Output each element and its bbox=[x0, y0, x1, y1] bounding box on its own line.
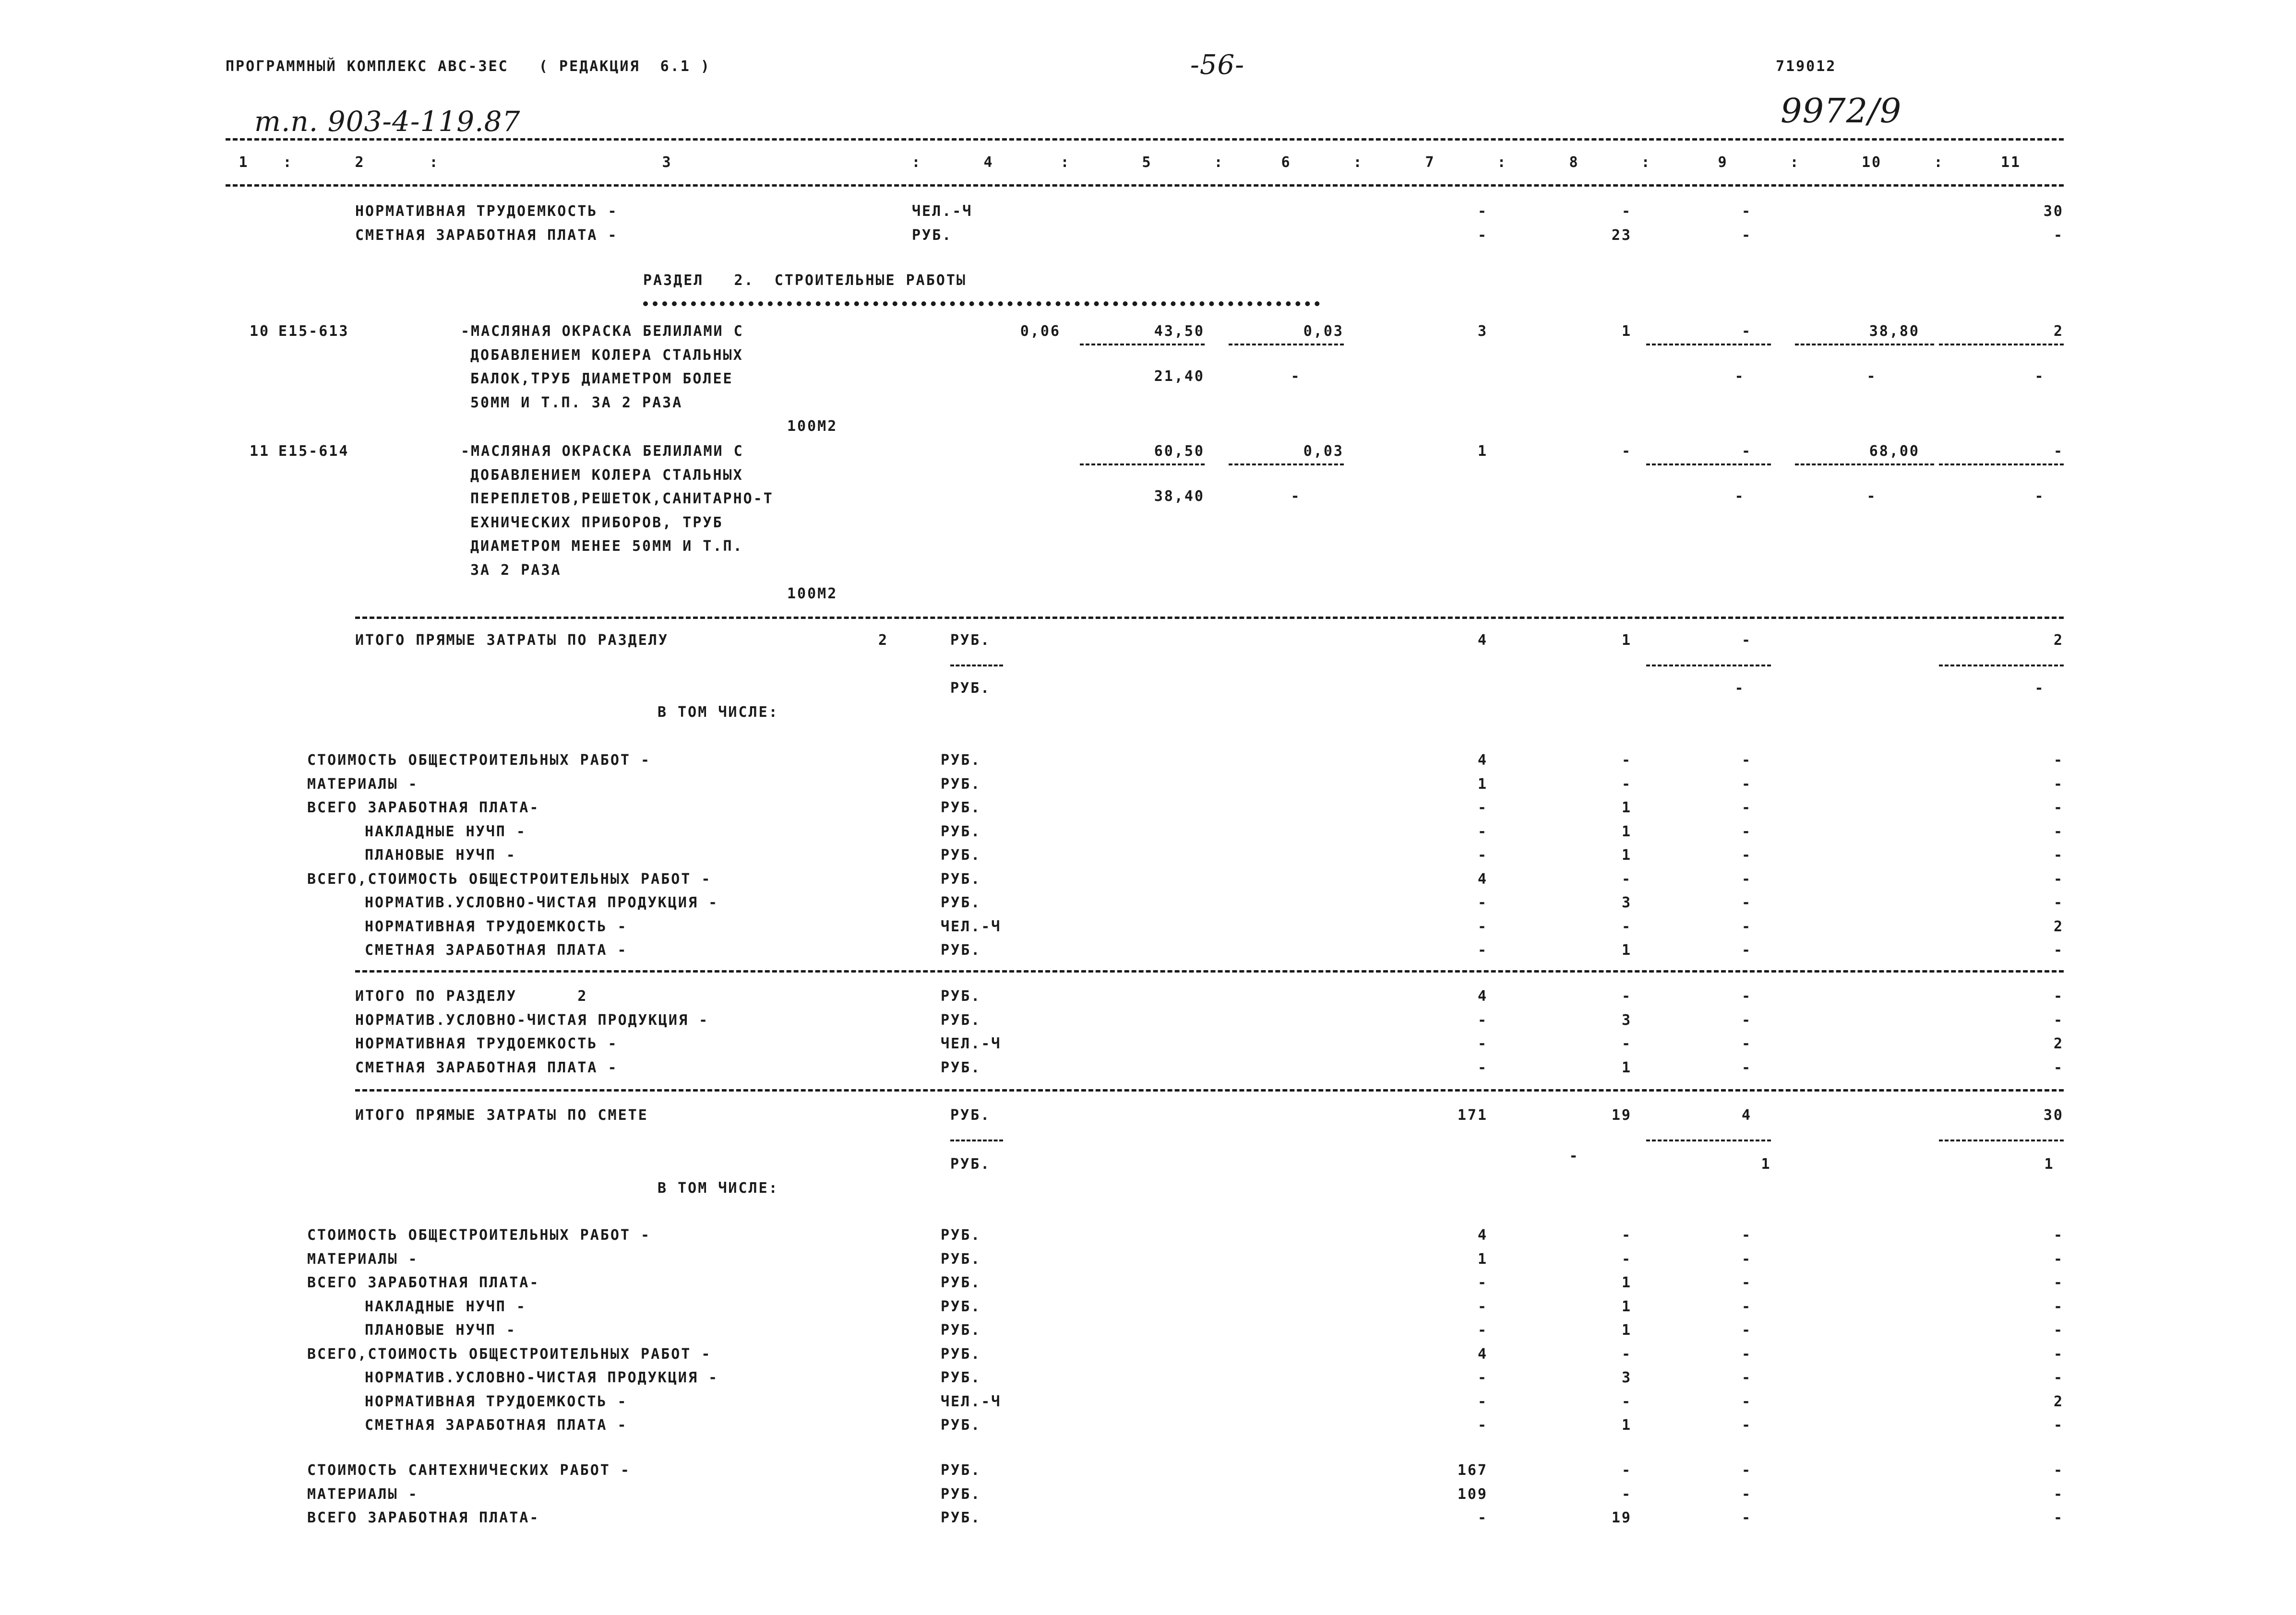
item-description-line: -МАСЛЯНАЯ ОКРАСКА БЕЛИЛАМИ С bbox=[461, 443, 744, 460]
item-c10-sub: - bbox=[1866, 368, 1877, 385]
row-label: НОРМАТИВ.УСЛОВНО-ЧИСТАЯ ПРОДУКЦИЯ - bbox=[365, 894, 719, 911]
row-unit: РУБ. bbox=[941, 1462, 981, 1479]
value-c9: - bbox=[1741, 632, 1752, 649]
value-c9: - bbox=[1741, 1059, 1752, 1076]
item-c9: - bbox=[1741, 323, 1752, 340]
item-c11-sub: - bbox=[2034, 368, 2045, 385]
row-label: ПЛАНОВЫЕ НУЧП - bbox=[365, 847, 516, 864]
value-c9: - bbox=[1741, 203, 1752, 220]
value-c7: - bbox=[1477, 1393, 1488, 1410]
column-number: 1 bbox=[239, 154, 249, 171]
value-c8: - bbox=[1621, 203, 1632, 220]
value-c11: - bbox=[2053, 1274, 2064, 1291]
value-c11: 2 bbox=[2053, 632, 2064, 649]
value-c11: - bbox=[2053, 1509, 2064, 1526]
item-price-wage: 38,40 bbox=[1154, 488, 1205, 505]
column-number: 5 bbox=[1142, 154, 1152, 171]
item-c7: 3 bbox=[1477, 323, 1488, 340]
including-label: В ТОМ ЧИСЛЕ: bbox=[658, 1180, 779, 1197]
item-c10: 68,00 bbox=[1869, 443, 1920, 460]
column-separator: : bbox=[911, 154, 922, 171]
value-c8: 19 bbox=[1611, 1509, 1632, 1526]
value-c9: - bbox=[1741, 1462, 1752, 1479]
row-label: НАКЛАДНЫЕ НУЧП - bbox=[365, 823, 526, 840]
c9-divider bbox=[1646, 463, 1771, 465]
value-c7: - bbox=[1477, 1509, 1488, 1526]
including-label: В ТОМ ЧИСЛЕ: bbox=[658, 704, 779, 721]
row-label: ИТОГО ПО РАЗДЕЛУ 2 bbox=[355, 988, 588, 1005]
c11-divider bbox=[1939, 665, 2064, 666]
value-c7: - bbox=[1477, 942, 1488, 959]
value-c7: - bbox=[1477, 1011, 1488, 1029]
item-price-wage: 21,40 bbox=[1154, 368, 1205, 385]
column-number: 8 bbox=[1569, 154, 1579, 171]
row-label: НАКЛАДНЫЕ НУЧП - bbox=[365, 1298, 526, 1315]
value-c7: 4 bbox=[1477, 632, 1488, 649]
value-c9: - bbox=[1741, 1227, 1752, 1244]
column-separator: : bbox=[1214, 154, 1224, 171]
value-c11: - bbox=[2053, 894, 2064, 911]
labor-divider bbox=[1229, 463, 1344, 465]
value-c8: 3 bbox=[1621, 1369, 1632, 1386]
column-separator: : bbox=[1934, 154, 1944, 171]
value-c9-sub: 1 bbox=[1761, 1156, 1771, 1173]
value-c9: - bbox=[1741, 1011, 1752, 1029]
value-c11: - bbox=[2053, 1369, 2064, 1386]
row-unit: РУБ. bbox=[941, 847, 981, 864]
value-c11: - bbox=[2053, 775, 2064, 793]
value-c7: 109 bbox=[1457, 1485, 1488, 1503]
row-label: МАТЕРИАЛЫ - bbox=[307, 775, 419, 793]
section-title: РАЗДЕЛ 2. СТРОИТЕЛЬНЫЕ РАБОТЫ bbox=[643, 272, 967, 289]
program-header: ПРОГРАММНЫЙ КОМПЛЕКС АВС-ЗЕС ( РЕДАКЦИЯ 6.1 ) bbox=[226, 58, 711, 75]
value-c7: - bbox=[1477, 823, 1488, 840]
estimate-total-rule bbox=[355, 1089, 2064, 1092]
row-unit: РУБ. bbox=[941, 942, 981, 959]
value-c9: - bbox=[1741, 942, 1752, 959]
row-unit: ЧЕЛ.-Ч bbox=[941, 1035, 1002, 1052]
section-total-number: 2 bbox=[878, 632, 889, 649]
value-c8: - bbox=[1621, 1035, 1632, 1052]
item-c9-sub: - bbox=[1734, 488, 1745, 505]
value-c11: 30 bbox=[2043, 1107, 2064, 1124]
c11-divider bbox=[1939, 1140, 2064, 1141]
c11-divider bbox=[1939, 463, 2064, 465]
value-c9: - bbox=[1741, 1035, 1752, 1052]
value-c11: - bbox=[2053, 1485, 2064, 1503]
value-c7: 4 bbox=[1477, 1345, 1488, 1363]
value-c11-sub: - bbox=[2034, 680, 2045, 697]
item-number: 10 bbox=[250, 323, 270, 340]
value-c9: - bbox=[1741, 918, 1752, 935]
row-unit: РУБ. bbox=[941, 1345, 981, 1363]
row-unit: РУБ. bbox=[941, 752, 981, 769]
row-label: СМЕТНАЯ ЗАРАБОТНАЯ ПЛАТА - bbox=[365, 942, 628, 959]
value-c8: 1 bbox=[1621, 799, 1632, 816]
value-c11: - bbox=[2053, 752, 2064, 769]
column-separator: : bbox=[1790, 154, 1800, 171]
row-label: ВСЕГО,СТОИМОСТЬ ОБЩЕСТРОИТЕЛЬНЫХ РАБОТ - bbox=[307, 1345, 712, 1363]
value-c8: - bbox=[1621, 1462, 1632, 1479]
value-c8: 1 bbox=[1621, 1059, 1632, 1076]
value-c8: 1 bbox=[1621, 1274, 1632, 1291]
value-c9: - bbox=[1741, 1369, 1752, 1386]
value-c8: - bbox=[1621, 870, 1632, 888]
value-c7: 167 bbox=[1457, 1462, 1488, 1479]
value-c7: 4 bbox=[1477, 870, 1488, 888]
value-c8: 19 bbox=[1611, 1107, 1632, 1124]
value-c9: - bbox=[1741, 775, 1752, 793]
row-unit: РУБ. bbox=[941, 1274, 981, 1291]
row-label: СТОИМОСТЬ САНТЕХНИЧЕСКИХ РАБОТ - bbox=[307, 1462, 631, 1479]
value-c8: 1 bbox=[1621, 1298, 1632, 1315]
value-c11: - bbox=[2053, 942, 2064, 959]
value-c8: - bbox=[1621, 1250, 1632, 1268]
estimate-total-label: ИТОГО ПРЯМЫЕ ЗАТРАТЫ ПО СМЕТЕ bbox=[355, 1107, 648, 1124]
column-number: 3 bbox=[662, 154, 672, 171]
row-label: МАТЕРИАЛЫ - bbox=[307, 1485, 419, 1503]
item-unit: 100М2 bbox=[787, 418, 838, 435]
item-description-line: 50ММ И Т.П. ЗА 2 РАЗА bbox=[470, 394, 683, 411]
value-c8: 1 bbox=[1621, 1322, 1632, 1339]
page-number: -56- bbox=[1190, 49, 1245, 81]
item-c11-sub: - bbox=[2034, 488, 2045, 505]
row-unit: РУБ. bbox=[912, 226, 953, 244]
c9-divider bbox=[1646, 665, 1771, 666]
row-unit: РУБ. bbox=[941, 1369, 981, 1386]
value-c7: 1 bbox=[1477, 775, 1488, 793]
value-c11: - bbox=[2053, 847, 2064, 864]
item-labor-sub: - bbox=[1291, 368, 1301, 385]
row-unit: РУБ. bbox=[941, 1011, 981, 1029]
value-c9: - bbox=[1741, 894, 1752, 911]
value-c11: - bbox=[2053, 988, 2064, 1005]
row-label: НОРМАТИВНАЯ ТРУДОЕМКОСТЬ - bbox=[355, 203, 618, 220]
section-total-label: ИТОГО ПРЯМЫЕ ЗАТРАТЫ ПО РАЗДЕЛУ bbox=[355, 632, 669, 649]
row-label: ВСЕГО ЗАРАБОТНАЯ ПЛАТА- bbox=[307, 1274, 540, 1291]
value-c8: 1 bbox=[1621, 1417, 1632, 1434]
project-number: т.п. 903-4-119.87 bbox=[254, 105, 521, 138]
item-unit: 100М2 bbox=[787, 585, 838, 602]
row-label: НОРМАТИВ.УСЛОВНО-ЧИСТАЯ ПРОДУКЦИЯ - bbox=[365, 1369, 719, 1386]
section-total-unit-2: РУБ. bbox=[950, 680, 991, 697]
row-label: ВСЕГО ЗАРАБОТНАЯ ПЛАТА- bbox=[307, 799, 540, 816]
value-c11: - bbox=[2053, 1322, 2064, 1339]
column-number: 6 bbox=[1281, 154, 1292, 171]
value-c8: - bbox=[1621, 1393, 1632, 1410]
value-c8: - bbox=[1621, 918, 1632, 935]
header-rule-bottom bbox=[226, 184, 2064, 187]
row-unit: РУБ. bbox=[941, 1227, 981, 1244]
item-description-line: ДИАМЕТРОМ МЕНЕЕ 50ММ И Т.П. bbox=[470, 538, 743, 555]
item-c8: - bbox=[1621, 443, 1632, 460]
row-label: ВСЕГО,СТОИМОСТЬ ОБЩЕСТРОИТЕЛЬНЫХ РАБОТ - bbox=[307, 870, 712, 888]
document-code: 719012 bbox=[1776, 58, 1837, 75]
row-unit: РУБ. bbox=[941, 823, 981, 840]
value-c8: 1 bbox=[1621, 823, 1632, 840]
section-total-unit: РУБ. bbox=[950, 632, 991, 649]
value-c9: - bbox=[1741, 1509, 1752, 1526]
row-label: НОРМАТИВНАЯ ТРУДОЕМКОСТЬ - bbox=[355, 1035, 618, 1052]
value-c11: - bbox=[2053, 1298, 2064, 1315]
row-unit: РУБ. bbox=[941, 799, 981, 816]
value-c11: - bbox=[2053, 1345, 2064, 1363]
value-c9: - bbox=[1741, 1485, 1752, 1503]
value-c11: 30 bbox=[2043, 203, 2064, 220]
column-number: 11 bbox=[2000, 154, 2021, 171]
value-c7: - bbox=[1477, 799, 1488, 816]
value-c8-sub: - bbox=[1569, 1148, 1579, 1164]
column-separator: : bbox=[1641, 154, 1651, 171]
estimate-total-unit: РУБ. bbox=[950, 1107, 991, 1124]
row-unit: РУБ. bbox=[941, 1485, 981, 1503]
unit-divider bbox=[950, 1140, 1003, 1141]
value-c9: 4 bbox=[1741, 1107, 1752, 1124]
item-price: 60,50 bbox=[1154, 443, 1205, 460]
value-c7: - bbox=[1477, 1322, 1488, 1339]
value-c7: - bbox=[1477, 203, 1488, 220]
row-unit: РУБ. bbox=[941, 775, 981, 793]
value-c11: - bbox=[2053, 1417, 2064, 1434]
value-c9: - bbox=[1741, 1274, 1752, 1291]
value-c9: - bbox=[1741, 823, 1752, 840]
row-unit: ЧЕЛ.-Ч bbox=[912, 203, 973, 220]
value-c9: - bbox=[1741, 1417, 1752, 1434]
sheet-number: 9972/9 bbox=[1781, 91, 1902, 131]
item-code: Е15-614 bbox=[278, 443, 349, 460]
value-c8: - bbox=[1621, 1227, 1632, 1244]
row-label: СТОИМОСТЬ ОБЩЕСТРОИТЕЛЬНЫХ РАБОТ - bbox=[307, 1227, 651, 1244]
value-c8: 1 bbox=[1621, 632, 1632, 649]
row-label: НОРМАТИВ.УСЛОВНО-ЧИСТАЯ ПРОДУКЦИЯ - bbox=[355, 1011, 709, 1029]
row-label: МАТЕРИАЛЫ - bbox=[307, 1250, 419, 1268]
item-c9: - bbox=[1741, 443, 1752, 460]
value-c7: - bbox=[1477, 1035, 1488, 1052]
column-separator: : bbox=[1497, 154, 1507, 171]
value-c7: - bbox=[1477, 1298, 1488, 1315]
value-c11: - bbox=[2053, 799, 2064, 816]
row-unit: РУБ. bbox=[941, 1417, 981, 1434]
value-c8: 3 bbox=[1621, 1011, 1632, 1029]
column-separator: : bbox=[283, 154, 293, 171]
value-c9: - bbox=[1741, 1322, 1752, 1339]
item-c11: 2 bbox=[2053, 323, 2064, 340]
value-c11: - bbox=[2053, 1227, 2064, 1244]
section-sum-rule bbox=[355, 970, 2064, 973]
item-quantity: 0,06 bbox=[1020, 323, 1061, 340]
price-divider bbox=[1080, 463, 1205, 465]
column-separator: : bbox=[429, 154, 440, 171]
value-c9: - bbox=[1741, 1393, 1752, 1410]
item-description-line: ЗА 2 РАЗА bbox=[470, 561, 562, 579]
column-number: 4 bbox=[983, 154, 994, 171]
item-description-line: ДОБАВЛЕНИЕМ КОЛЕРА СТАЛЬНЫХ bbox=[470, 346, 743, 364]
value-c9: - bbox=[1741, 226, 1752, 244]
row-label: ВСЕГО ЗАРАБОТНАЯ ПЛАТА- bbox=[307, 1509, 540, 1526]
value-c7: - bbox=[1477, 894, 1488, 911]
value-c8: 3 bbox=[1621, 894, 1632, 911]
value-c9: - bbox=[1741, 988, 1752, 1005]
column-separator: : bbox=[1353, 154, 1363, 171]
value-c9: - bbox=[1741, 1250, 1752, 1268]
row-unit: РУБ. bbox=[941, 1298, 981, 1315]
c11-divider bbox=[1939, 344, 2064, 345]
item-description-line: ЕХНИЧЕСКИХ ПРИБОРОВ, ТРУБ bbox=[470, 514, 723, 531]
row-unit: РУБ. bbox=[941, 894, 981, 911]
value-c9: - bbox=[1741, 752, 1752, 769]
item-code: Е15-613 bbox=[278, 323, 349, 340]
item-price: 43,50 bbox=[1154, 323, 1205, 340]
value-c11: - bbox=[2053, 870, 2064, 888]
row-unit: ЧЕЛ.-Ч bbox=[941, 1393, 1002, 1410]
item-c10-sub: - bbox=[1866, 488, 1877, 505]
row-unit: РУБ. bbox=[941, 870, 981, 888]
column-number: 10 bbox=[1861, 154, 1882, 171]
value-c8: - bbox=[1621, 1485, 1632, 1503]
value-c8: 1 bbox=[1621, 847, 1632, 864]
row-unit: РУБ. bbox=[941, 1059, 981, 1076]
value-c11: 2 bbox=[2053, 918, 2064, 935]
row-label: СМЕТНАЯ ЗАРАБОТНАЯ ПЛАТА - bbox=[365, 1417, 628, 1434]
labor-divider bbox=[1229, 344, 1344, 345]
value-c9: - bbox=[1741, 870, 1752, 888]
header-rule-top bbox=[226, 138, 2064, 141]
value-c9: - bbox=[1741, 1298, 1752, 1315]
value-c9-sub: - bbox=[1734, 680, 1745, 697]
item-description-line: ДОБАВЛЕНИЕМ КОЛЕРА СТАЛЬНЫХ bbox=[470, 466, 743, 484]
item-c10: 38,80 bbox=[1869, 323, 1920, 340]
value-c11: 2 bbox=[2053, 1035, 2064, 1052]
value-c11: - bbox=[2053, 1011, 2064, 1029]
value-c7: - bbox=[1477, 918, 1488, 935]
row-unit: РУБ. bbox=[941, 988, 981, 1005]
value-c7: 171 bbox=[1457, 1107, 1488, 1124]
value-c7: 4 bbox=[1477, 988, 1488, 1005]
value-c8: - bbox=[1621, 775, 1632, 793]
column-number: 9 bbox=[1718, 154, 1728, 171]
c9-divider bbox=[1646, 1140, 1771, 1141]
value-c8: 1 bbox=[1621, 942, 1632, 959]
value-c11: - bbox=[2053, 1462, 2064, 1479]
c10-divider bbox=[1795, 463, 1934, 465]
column-number: 7 bbox=[1425, 154, 1435, 171]
value-c9: - bbox=[1741, 799, 1752, 816]
item-c7: 1 bbox=[1477, 443, 1488, 460]
value-c7: 4 bbox=[1477, 1227, 1488, 1244]
c10-divider bbox=[1795, 344, 1934, 345]
section-total-rule bbox=[355, 617, 2064, 619]
column-number: 2 bbox=[355, 154, 365, 171]
value-c7: - bbox=[1477, 226, 1488, 244]
value-c8: - bbox=[1621, 752, 1632, 769]
item-c8: 1 bbox=[1621, 323, 1632, 340]
row-unit: РУБ. bbox=[941, 1250, 981, 1268]
item-c11: - bbox=[2053, 443, 2064, 460]
row-unit: РУБ. bbox=[941, 1509, 981, 1526]
row-label: ПЛАНОВЫЕ НУЧП - bbox=[365, 1322, 516, 1339]
row-label: НОРМАТИВНАЯ ТРУДОЕМКОСТЬ - bbox=[365, 1393, 628, 1410]
value-c7: - bbox=[1477, 1417, 1488, 1434]
value-c8: - bbox=[1621, 1345, 1632, 1363]
item-description-line: БАЛОК,ТРУБ ДИАМЕТРОМ БОЛЕЕ bbox=[470, 370, 733, 387]
value-c7: 4 bbox=[1477, 752, 1488, 769]
value-c7: - bbox=[1477, 1274, 1488, 1291]
value-c11: - bbox=[2053, 226, 2064, 244]
value-c7: 1 bbox=[1477, 1250, 1488, 1268]
value-c9: - bbox=[1741, 847, 1752, 864]
row-unit: РУБ. bbox=[941, 1322, 981, 1339]
value-c11: 2 bbox=[2053, 1393, 2064, 1410]
value-c7: - bbox=[1477, 1369, 1488, 1386]
item-labor-sub: - bbox=[1291, 488, 1301, 505]
row-label: НОРМАТИВНАЯ ТРУДОЕМКОСТЬ - bbox=[365, 918, 628, 935]
row-label: СМЕТНАЯ ЗАРАБОТНАЯ ПЛАТА - bbox=[355, 1059, 618, 1076]
row-unit: ЧЕЛ.-Ч bbox=[941, 918, 1002, 935]
value-c8: 23 bbox=[1611, 226, 1632, 244]
item-number: 11 bbox=[250, 443, 270, 460]
section-title-underline bbox=[643, 301, 1320, 306]
item-c9-sub: - bbox=[1734, 368, 1745, 385]
value-c11: - bbox=[2053, 823, 2064, 840]
value-c7: - bbox=[1477, 1059, 1488, 1076]
value-c9: - bbox=[1741, 1345, 1752, 1363]
value-c11: - bbox=[2053, 1250, 2064, 1268]
unit-divider bbox=[950, 665, 1003, 666]
row-label: СТОИМОСТЬ ОБЩЕСТРОИТЕЛЬНЫХ РАБОТ - bbox=[307, 752, 651, 769]
value-c11: - bbox=[2053, 1059, 2064, 1076]
item-labor: 0,03 bbox=[1303, 323, 1344, 340]
value-c7: - bbox=[1477, 847, 1488, 864]
price-divider bbox=[1080, 344, 1205, 345]
item-labor: 0,03 bbox=[1303, 443, 1344, 460]
estimate-total-unit-2: РУБ. bbox=[950, 1156, 991, 1173]
value-c8: - bbox=[1621, 988, 1632, 1005]
value-c11-sub: 1 bbox=[2044, 1156, 2055, 1173]
row-label: СМЕТНАЯ ЗАРАБОТНАЯ ПЛАТА - bbox=[355, 226, 618, 244]
item-description-line: -МАСЛЯНАЯ ОКРАСКА БЕЛИЛАМИ С bbox=[461, 323, 744, 340]
column-separator: : bbox=[1060, 154, 1071, 171]
item-description-line: ПЕРЕПЛЕТОВ,РЕШЕТОК,САНИТАРНО-Т bbox=[470, 490, 774, 507]
c9-divider bbox=[1646, 344, 1771, 345]
